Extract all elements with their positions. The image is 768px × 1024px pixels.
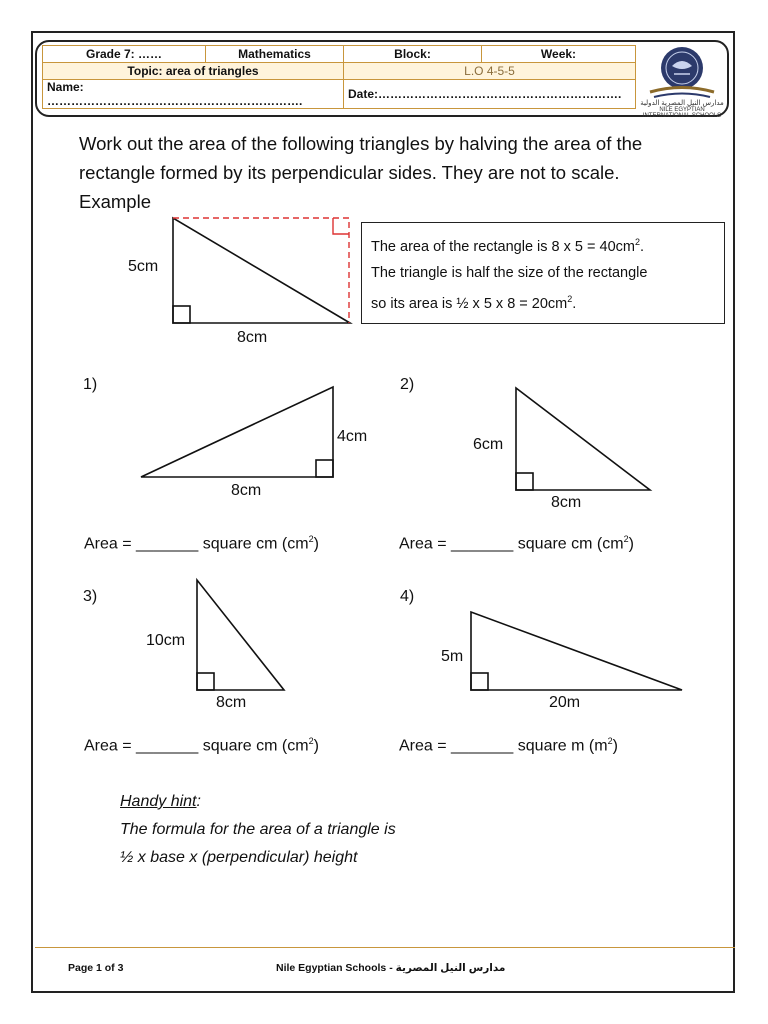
name-cell: Name: ………………………………………………………. bbox=[43, 80, 344, 109]
question-1-base-label: 8cm bbox=[231, 482, 262, 499]
question-3-number: 3) bbox=[83, 588, 98, 605]
example-text-3-sup: 2 bbox=[567, 293, 573, 304]
example-explanation-box bbox=[361, 222, 725, 324]
logo-caption-english: NILE EGYPTIAN INTERNATIONAL SCHOOLS bbox=[642, 107, 722, 119]
question-1-number: 1) bbox=[83, 376, 98, 393]
example-text-1-period: . bbox=[639, 238, 645, 255]
example-text-1-sup: 2 bbox=[634, 237, 640, 247]
lo-cell: L.O 4-5-5 bbox=[344, 63, 636, 80]
hint-heading bbox=[120, 788, 396, 816]
hint-title: Handy hint bbox=[120, 793, 197, 810]
intro-line-2: rectangle formed by its perpendicular sides. They are not to scale. bbox=[79, 162, 620, 183]
question-1-area-suffix: ) bbox=[313, 535, 319, 553]
question-3-side-label: 10cm bbox=[146, 632, 186, 649]
question-4-side-label: 5m bbox=[441, 648, 464, 665]
question-4-area-text: Area = _______ square m (m bbox=[399, 737, 608, 755]
example-text-1 bbox=[371, 229, 715, 260]
question-1-area-text: Area = _______ square cm (cm bbox=[84, 535, 309, 553]
subject-cell: Mathematics bbox=[206, 46, 344, 63]
hint-line-2: ½ x base x (perpendicular) height bbox=[120, 849, 358, 866]
question-2-side-label: 6cm bbox=[473, 436, 504, 453]
question-4-number: 4) bbox=[400, 588, 415, 605]
question-3-area-suffix: ) bbox=[313, 737, 319, 755]
intro-line-1: Work out the area of the following triangles by halving the area of the bbox=[79, 133, 643, 154]
handy-hint bbox=[120, 788, 396, 872]
example-triangle bbox=[173, 218, 350, 323]
question-4-base-label: 20m bbox=[549, 694, 581, 711]
example-text-3-body: so its area is ½ x 5 x 8 = 20cm bbox=[371, 295, 568, 312]
block-cell: Block: bbox=[344, 46, 482, 63]
question-2-base-label: 8cm bbox=[551, 494, 582, 511]
question-1-area-answer bbox=[84, 534, 319, 553]
question-2-number: 2) bbox=[400, 376, 415, 393]
logo-caption-arabic: مدارس النيل المصرية الدولية bbox=[640, 100, 724, 107]
question-1-area-sup: 2 bbox=[308, 534, 314, 544]
question-2-area-suffix: ) bbox=[628, 535, 634, 553]
date-cell: Date:……………………………………………………. bbox=[344, 80, 636, 109]
hint-colon: : bbox=[196, 793, 201, 810]
footer-divider bbox=[35, 947, 735, 948]
question-2-area-text: Area = _______ square cm (cm bbox=[399, 535, 624, 553]
example-height-label: 5cm bbox=[128, 258, 159, 275]
triangle-4 bbox=[471, 612, 682, 690]
intro-line-3: Example bbox=[79, 191, 151, 212]
topic-cell: Topic: area of triangles bbox=[43, 63, 344, 80]
question-4-area-sup: 2 bbox=[607, 736, 613, 746]
triangle-3 bbox=[197, 580, 284, 690]
example-text-3-period: . bbox=[572, 295, 577, 312]
question-4-area-answer bbox=[399, 736, 618, 755]
example-text-1-body: The area of the rectangle is 8 x 5 = 40cm bbox=[371, 238, 635, 255]
hint-line-1: The formula for the area of a triangle is bbox=[120, 821, 396, 838]
question-2-area-sup: 2 bbox=[623, 534, 629, 544]
question-2-area-answer bbox=[399, 534, 634, 553]
example-base-label: 8cm bbox=[237, 329, 268, 346]
question-3-area-text: Area = _______ square cm (cm bbox=[84, 737, 309, 755]
week-cell: Week: bbox=[482, 46, 636, 63]
triangle-1 bbox=[141, 387, 333, 477]
page-number: Page 1 of 3 bbox=[68, 962, 124, 974]
triangle-2 bbox=[516, 388, 650, 490]
example-text-2: The triangle is half the size of the rectangle bbox=[371, 264, 648, 281]
question-3-area-sup: 2 bbox=[308, 736, 314, 746]
question-1-side-label: 4cm bbox=[337, 428, 368, 445]
footer-school-name: Nile Egyptian Schools - مدارس النيل المصرية bbox=[276, 962, 506, 974]
question-3-base-label: 8cm bbox=[216, 694, 247, 711]
grade-cell: Grade 7: …… bbox=[43, 46, 206, 63]
question-3-area-answer bbox=[84, 736, 319, 755]
example-text-3 bbox=[371, 286, 715, 317]
question-4-area-suffix: ) bbox=[612, 737, 618, 755]
